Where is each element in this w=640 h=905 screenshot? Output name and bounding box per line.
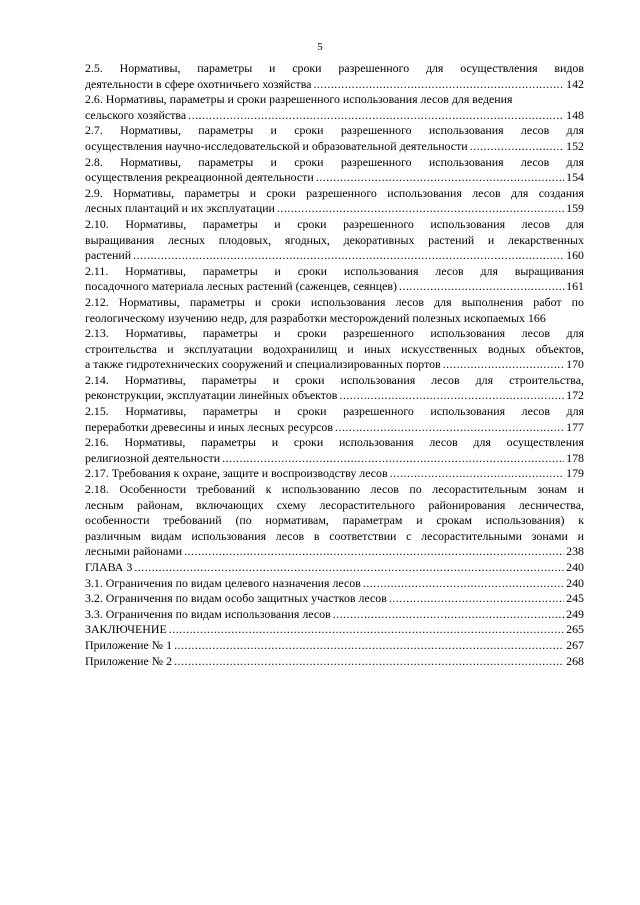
toc-page-number: 265: [566, 622, 584, 637]
toc-entry-line: 2.16. Нормативы, параметры и сроки использования лесов для осуществления: [85, 435, 584, 450]
toc-entry-line: 2.14. Нормативы, параметры и сроки использования лесов для строительства,: [85, 372, 584, 387]
toc-entry[interactable]: [85, 435, 584, 466]
toc-entry-title: ЗАКЛЮЧЕНИЕ: [85, 622, 167, 637]
dot-leader: [389, 591, 564, 607]
toc-entry-title: геологическому изучению недр, для разработки месторождений полезных ископаемых 166: [85, 310, 546, 325]
toc-entry-last-line: [85, 638, 584, 654]
toc-entry-last-line: [85, 607, 584, 623]
toc-entry-line: 2.12. Нормативы, параметры и сроки использования лесов для выполнения работ по: [85, 294, 584, 309]
toc-entry-last-line: [85, 92, 584, 108]
toc-entry[interactable]: [85, 155, 584, 186]
toc-entry[interactable]: [85, 186, 584, 217]
dot-leader: [333, 607, 564, 623]
toc-entry-last-line: [85, 357, 584, 373]
toc-entry-last-line: [85, 77, 584, 93]
toc-entry[interactable]: [85, 404, 584, 435]
toc-entry[interactable]: [85, 123, 584, 154]
toc-page-number: 267: [566, 637, 584, 652]
toc-page-number: 177: [566, 419, 584, 434]
toc-entry-line: 2.5. Нормативы, параметры и сроки разрешенного для осуществления видов: [85, 61, 584, 75]
toc-entry-title: лесными районами: [85, 544, 183, 559]
toc-page-number: 170: [566, 357, 584, 372]
toc-entry-last-line: [85, 420, 584, 436]
table-of-contents: [85, 61, 584, 669]
toc-page-number: 249: [566, 606, 584, 621]
dot-leader: [316, 170, 564, 186]
toc-entry[interactable]: [85, 373, 584, 404]
toc-entry[interactable]: [85, 482, 584, 560]
toc-page-number: 172: [566, 388, 584, 403]
toc-page-number: 179: [566, 466, 584, 481]
dot-leader: [399, 279, 564, 295]
toc-entry-title: 3.1. Ограничения по видам целевого назначения лесов: [85, 575, 361, 590]
toc-entry-last-line: [85, 248, 584, 264]
toc-entry-title: реконструкции, эксплуатации линейных объектов: [85, 388, 338, 403]
toc-entry[interactable]: [85, 466, 584, 482]
dot-leader: [313, 77, 564, 93]
toc-entry-line: 2.13. Нормативы, параметры и сроки разрешенного использования лесов для: [85, 326, 584, 341]
dot-leader: [222, 451, 564, 467]
toc-entry-title: сельского хозяйства: [85, 107, 187, 122]
toc-page-number: 161: [566, 279, 584, 294]
dot-leader: [184, 544, 564, 560]
toc-entry-title: деятельности в сфере охотничьего хозяйства: [85, 76, 312, 91]
page-number: 5: [317, 41, 323, 53]
dot-leader: [174, 654, 564, 670]
dot-leader: [188, 108, 564, 124]
toc-entry-last-line: [85, 108, 584, 124]
toc-page-number: 148: [566, 107, 584, 122]
dot-leader: [363, 576, 564, 592]
toc-entry-last-line: [85, 451, 584, 467]
toc-entry-title: переработки древесины и иных лесных ресурсов: [85, 419, 333, 434]
toc-page-number: 268: [566, 653, 584, 668]
toc-entry-title: лесных плантаций и их эксплуатации: [85, 201, 275, 216]
toc-entry[interactable]: [85, 326, 584, 373]
toc-page-number: 152: [566, 138, 584, 153]
toc-entry[interactable]: [85, 217, 584, 264]
toc-entry-title: осуществления научно-исследовательской и образовательной деятельности: [85, 138, 468, 153]
toc-entry-line: 2.8. Нормативы, параметры и сроки разрешенного использования лесов для: [85, 154, 584, 169]
toc-entry[interactable]: [85, 108, 584, 124]
toc-entry-last-line: [85, 139, 584, 155]
toc-entry-title: посадочного материала лесных растений (саженцев, сеянцев): [85, 279, 397, 294]
dot-leader: [174, 638, 564, 654]
toc-entry-title: 2.17. Требования к охране, защите и воспроизводству лесов: [85, 466, 388, 481]
dot-leader: [169, 622, 564, 638]
toc-entry-line: различным видам использования лесов в соответствии с лесорастительными зонами и: [85, 528, 584, 543]
toc-entry-line: 2.15. Нормативы, параметры и сроки разрешенного использования лесов для: [85, 404, 584, 419]
toc-entry-last-line: [85, 654, 584, 670]
toc-entry-last-line: [85, 576, 584, 592]
toc-entry-title: 3.3. Ограничения по видам использования лесов: [85, 606, 331, 621]
toc-entry-last-line: [85, 388, 584, 404]
toc-page-number: 154: [566, 170, 584, 185]
toc-entry-last-line: [85, 170, 584, 186]
toc-entry[interactable]: [85, 622, 584, 638]
toc-entry-line: 2.9. Нормативы, параметры и сроки разрешенного использования лесов для создания: [85, 185, 584, 200]
toc-entry[interactable]: [85, 591, 584, 607]
dot-leader: [443, 357, 564, 373]
toc-entry-last-line: [85, 591, 584, 607]
dot-leader: [133, 248, 564, 264]
toc-entry-line: 2.18. Особенности требований к использованию лесов по лесорастительным зонам и: [85, 482, 584, 497]
toc-entry-title: а также гидротехнических сооружений и специализированных портов: [85, 357, 441, 372]
toc-page-number: 159: [566, 201, 584, 216]
toc-entry[interactable]: [85, 654, 584, 670]
toc-entry[interactable]: [85, 295, 584, 326]
toc-entry-line: строительства и эксплуатации водохранилищ и иных искусственных водных объектов,: [85, 341, 584, 356]
toc-entry-line: 2.11. Нормативы, параметры и сроки использования лесов для выращивания: [85, 263, 584, 278]
dot-leader: [339, 388, 564, 404]
toc-page-number: 178: [566, 450, 584, 465]
toc-entry-title: 2.6. Нормативы, параметры и сроки разрешенного использования лесов для ведения: [85, 92, 513, 107]
toc-page-number: 240: [566, 575, 584, 590]
toc-entry-last-line: [85, 466, 584, 482]
toc-entry[interactable]: [85, 607, 584, 623]
toc-entry-last-line: [85, 622, 584, 638]
toc-entry[interactable]: [85, 264, 584, 295]
dot-leader: [277, 201, 564, 217]
toc-entry[interactable]: [85, 560, 584, 576]
toc-entry-last-line: [85, 560, 584, 576]
toc-entry-title: религиозной деятельности: [85, 450, 221, 465]
toc-entry-line: лесным районам, включающих схему лесорастительного районирования лесничества,: [85, 497, 584, 512]
dot-leader: [134, 560, 564, 576]
toc-entry[interactable]: [85, 61, 584, 92]
toc-entry-title: осуществления рекреационной деятельности: [85, 170, 314, 185]
toc-entry[interactable]: [85, 638, 584, 654]
dot-leader: [335, 420, 564, 436]
toc-entry[interactable]: [85, 576, 584, 592]
toc-entry-line: выращивания лесных плодовых, ягодных, декоративных растений и лекарственных: [85, 232, 584, 247]
toc-entry-last-line: [85, 201, 584, 217]
toc-entry-title: Приложение № 1: [85, 637, 173, 652]
toc-page-number: 240: [566, 560, 584, 574]
toc-entry-last-line: [85, 311, 584, 327]
toc-entry-title: 3.2. Ограничения по видам особо защитных участков лесов: [85, 591, 387, 606]
toc-entry-title: Приложение № 2: [85, 653, 173, 668]
toc-entry[interactable]: [85, 92, 584, 108]
toc-entry-last-line: [85, 544, 584, 560]
toc-entry-last-line: [85, 279, 584, 295]
toc-page-number: 160: [566, 248, 584, 263]
toc-page-number: 245: [566, 591, 584, 606]
toc-entry-line: 2.10. Нормативы, параметры и сроки разрешенного использования лесов для: [85, 216, 584, 231]
toc-entry-title: ГЛАВА 3: [85, 560, 133, 574]
toc-entry-line: особенности требований (по нормативам, параметрам и срокам использования) к: [85, 513, 584, 528]
toc-page-number: 142: [566, 76, 584, 91]
toc-entry-line: 2.7. Нормативы, параметры и сроки разрешенного использования лесов для: [85, 123, 584, 138]
toc-page-number: 238: [566, 544, 584, 559]
dot-leader: [390, 466, 565, 482]
dot-leader: [470, 139, 565, 155]
toc-entry-title: растений: [85, 248, 132, 263]
